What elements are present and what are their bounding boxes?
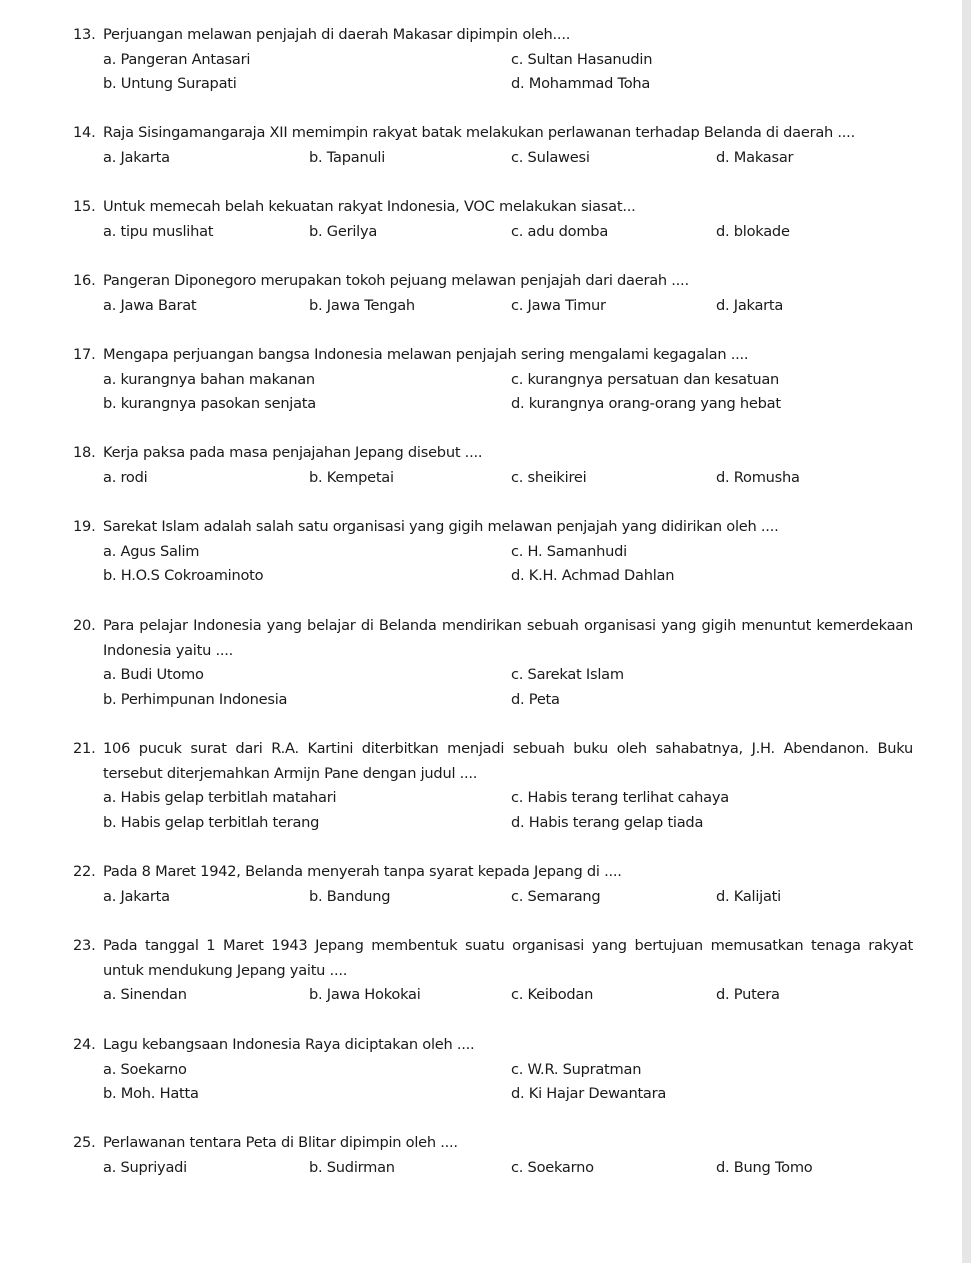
page-edge-shadow [962, 0, 971, 1263]
question-18 [73, 441, 913, 490]
question-number: 13. [73, 26, 96, 43]
option-b: b. Gerilya [309, 222, 378, 240]
option-d: d. Kalijati [716, 887, 781, 905]
option-a: a. tipu muslihat [103, 222, 214, 240]
option-c: c. Semarang [511, 887, 601, 905]
option-b: b. Habis gelap terbitlah terang [103, 813, 320, 831]
question-number: 24. [73, 1036, 96, 1053]
option-a: a. Pangeran Antasari [103, 50, 251, 68]
question-text: Raja Sisingamangaraja XII memimpin rakyat batak melakukan perlawanan terhadap Belanda di daerah .... [103, 124, 855, 141]
option-a: a. Sinendan [103, 986, 187, 1003]
option-c: c. Sarekat Islam [511, 666, 624, 683]
option-b: b. Sudirman [309, 1158, 395, 1176]
option-a: a. Supriyadi [103, 1158, 187, 1176]
question-24 [73, 1033, 913, 1107]
question-number: 22. [73, 863, 96, 880]
question-text: Mengapa perjuangan bangsa Indonesia melawan penjajah sering mengalami kegagalan .... [103, 346, 749, 363]
question-text: Pada tanggal 1 Maret 1943 Jepang membentuk suatu organisasi yang bertujuan memusatkan tenaga rakyat [103, 937, 913, 954]
question-text: Lagu kebangsaan Indonesia Raya diciptakan oleh .... [103, 1036, 475, 1053]
option-c: c. H. Samanhudi [511, 542, 627, 560]
option-b: b. kurangnya pasokan senjata [103, 395, 316, 412]
question-17 [73, 343, 913, 417]
option-b: b. H.O.S Cokroaminoto [103, 567, 264, 584]
option-d: d. Putera [716, 986, 780, 1003]
question-number: 23. [73, 937, 96, 954]
option-a: a. kurangnya bahan makanan [103, 370, 315, 388]
question-number: 21. [73, 740, 96, 757]
option-d: d. Habis terang gelap tiada [511, 813, 704, 831]
option-d: d. K.H. Achmad Dahlan [511, 567, 675, 584]
question-25 [73, 1131, 913, 1180]
option-d: d. Bung Tomo [716, 1158, 813, 1176]
option-b: b. Bandung [309, 887, 391, 905]
option-a: a. rodi [103, 468, 148, 486]
option-d: d. Romusha [716, 468, 800, 486]
question-21 [73, 737, 913, 835]
question-text: Kerja paksa pada masa penjajahan Jepang disebut .... [103, 444, 483, 461]
question-text-continued: untuk mendukung Jepang yaitu .... [103, 961, 348, 979]
option-c: c. Habis terang terlihat cahaya [511, 789, 729, 806]
option-c: c. Soekarno [511, 1158, 594, 1176]
option-c: c. Keibodan [511, 986, 594, 1003]
question-20 [73, 614, 913, 712]
option-a: a. Budi Utomo [103, 666, 204, 683]
question-number: 16. [73, 272, 96, 289]
question-13 [73, 23, 913, 97]
option-a: a. Habis gelap terbitlah matahari [103, 789, 337, 806]
question-text: Pangeran Diponegoro merupakan tokoh pejuang melawan penjajah dari daerah .... [103, 272, 689, 289]
question-number: 20. [73, 617, 96, 634]
option-d: d. Mohammad Toha [511, 75, 651, 92]
question-22 [73, 860, 913, 909]
question-14 [73, 121, 913, 170]
option-b: b. Moh. Hatta [103, 1085, 199, 1102]
question-number: 19. [73, 518, 96, 535]
question-text: 106 pucuk surat dari R.A. Kartini diterbitkan menjadi sebuah buku oleh sahabatnya, J.H. Abendanon. Buku [103, 740, 913, 757]
option-d: d. Jakarta [716, 296, 784, 314]
option-b: b. Tapanuli [309, 148, 386, 166]
question-19 [73, 515, 913, 589]
option-a: a. Jakarta [103, 148, 170, 166]
option-c: c. Jawa Timur [511, 296, 606, 314]
option-b: b. Untung Surapati [103, 75, 237, 92]
question-text-continued: tersebut diterjemahkan Armijn Pane dengan judul .... [103, 764, 478, 782]
option-c: c. Sulawesi [511, 148, 590, 166]
option-d: d. Ki Hajar Dewantara [511, 1085, 667, 1102]
question-16 [73, 269, 913, 318]
option-a: a. Jawa Barat [103, 296, 197, 314]
question-text: Untuk memecah belah kekuatan rakyat Indonesia, VOC melakukan siasat... [103, 198, 636, 215]
option-b: b. Jawa Tengah [309, 296, 415, 314]
option-d: d. Peta [511, 690, 560, 708]
question-text-continued: Indonesia yaitu .... [103, 641, 234, 659]
question-23 [73, 934, 913, 1008]
option-d: d. Makasar [716, 148, 794, 166]
question-text: Pada 8 Maret 1942, Belanda menyerah tanpa syarat kepada Jepang di .... [103, 863, 622, 880]
question-15 [73, 195, 913, 244]
question-number: 25. [73, 1134, 96, 1151]
option-d: d. kurangnya orang-orang yang hebat [511, 395, 781, 412]
option-a: a. Agus Salim [103, 542, 200, 560]
option-c: c. adu domba [511, 222, 609, 240]
option-b: b. Jawa Hokokai [309, 986, 421, 1003]
option-a: a. Jakarta [103, 887, 170, 905]
option-c: c. sheikirei [511, 468, 587, 486]
question-number: 15. [73, 198, 96, 215]
option-d: d. blokade [716, 222, 790, 240]
question-text: Para pelajar Indonesia yang belajar di Belanda mendirikan sebuah organisasi yang gigih menuntut kemerdekaan [103, 617, 913, 634]
question-number: 18. [73, 444, 96, 461]
option-c: c. W.R. Supratman [511, 1060, 642, 1078]
option-b: b. Kempetai [309, 468, 394, 486]
option-c: c. kurangnya persatuan dan kesatuan [511, 370, 780, 388]
question-number: 17. [73, 346, 96, 363]
option-c: c. Sultan Hasanudin [511, 50, 653, 68]
question-text: Perlawanan tentara Peta di Blitar dipimpin oleh .... [103, 1134, 458, 1151]
option-b: b. Perhimpunan Indonesia [103, 690, 288, 708]
question-text: Sarekat Islam adalah salah satu organisasi yang gigih melawan penjajah yang didirikan oleh .... [103, 518, 779, 535]
question-number: 14. [73, 124, 96, 141]
option-a: a. Soekarno [103, 1060, 187, 1078]
question-text: Perjuangan melawan penjajah di daerah Makasar dipimpin oleh.... [103, 26, 571, 43]
